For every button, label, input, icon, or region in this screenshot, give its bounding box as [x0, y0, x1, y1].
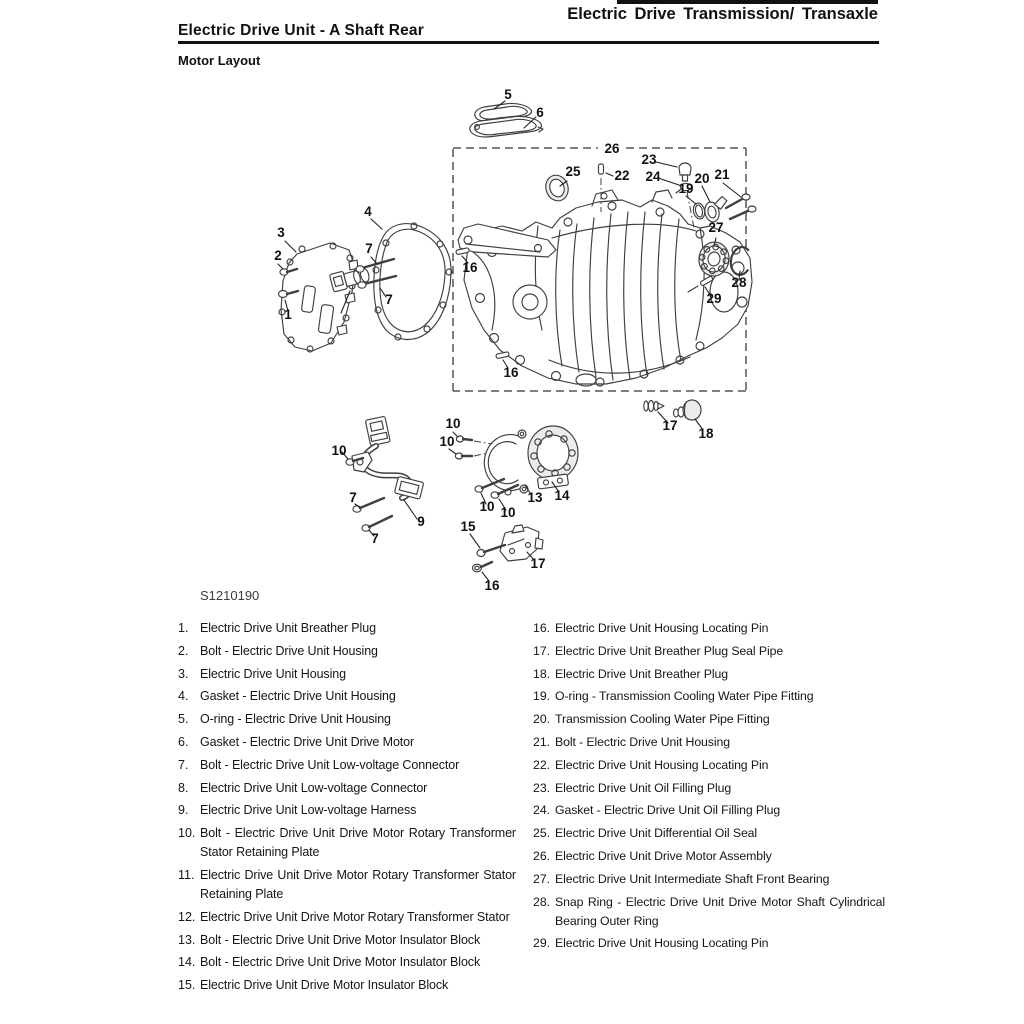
parts-item-number: 27.	[533, 871, 551, 886]
parts-list-item	[178, 619, 516, 638]
callout-3: 3	[277, 225, 285, 240]
callout-10: 10	[500, 505, 516, 520]
parts-item-number: 25.	[533, 826, 551, 841]
callout-2: 2	[274, 248, 282, 263]
parts-item-number: 15.	[178, 978, 196, 993]
parts-list-item	[533, 824, 885, 843]
parts-list-item	[533, 733, 885, 752]
parts-item-number: 7.	[178, 757, 189, 772]
callout-1: 1	[284, 307, 292, 322]
parts-item-number: 4.	[178, 689, 189, 704]
parts-list-item	[533, 619, 885, 638]
parts-list-item	[533, 934, 885, 953]
parts-item-label: Electric Drive Unit Breather Plug	[555, 666, 729, 681]
parts-list-item	[533, 665, 885, 684]
parts-item-label: Electric Drive Unit Low-voltage Harness	[200, 803, 417, 818]
callout-27: 27	[708, 220, 724, 235]
figure-subtitle: Motor Layout	[178, 53, 261, 68]
parts-item-label: O-ring - Electric Drive Unit Housing	[200, 712, 391, 727]
parts-item-number: 9.	[178, 803, 189, 818]
parts-item-label: Gasket - Electric Drive Unit Oil Filling Plug	[555, 803, 781, 818]
callout-17: 17	[530, 556, 546, 571]
callout-29: 29	[706, 291, 722, 306]
parts-item-label: Gasket - Electric Drive Unit Housing	[200, 689, 396, 704]
parts-item-label: Electric Drive Unit Drive Motor Rotary Transformer Stator	[200, 909, 510, 924]
callout-24: 24	[645, 169, 661, 184]
callout-28: 28	[731, 275, 747, 290]
parts-item-number: 11.	[178, 867, 195, 882]
parts-item-label: Gasket - Electric Drive Unit Drive Motor	[200, 734, 415, 749]
callout-16: 16	[462, 260, 478, 275]
o-ring-19	[692, 202, 706, 220]
parts-item-number: 1.	[178, 621, 189, 635]
parts-item-number: 19.	[533, 689, 551, 704]
parts-item-label: Bolt - Electric Drive Unit Housing	[200, 643, 378, 658]
parts-item-number: 5.	[178, 712, 189, 727]
parts-list-item	[533, 687, 885, 706]
parts-item-number: 20.	[533, 712, 551, 727]
callout-7: 7	[349, 490, 357, 505]
parts-list-item	[178, 779, 516, 798]
parts-list-item	[178, 733, 516, 752]
callout-4: 4	[364, 204, 372, 219]
parts-item-label: O-ring - Transmission Cooling Water Pipe Fitting	[555, 689, 814, 704]
parts-item-label: Electric Drive Unit Oil Filling Plug	[555, 780, 732, 795]
parts-list-item	[178, 931, 516, 950]
callout-26: 26	[604, 141, 620, 156]
parts-item-label: Electric Drive Unit Low-voltage Connector	[200, 780, 428, 795]
parts-item-label: Electric Drive Unit Breather Plug	[200, 621, 376, 635]
parts-item-label: Electric Drive Unit Differential Oil Seal	[555, 826, 758, 841]
parts-list-item	[533, 710, 885, 729]
parts-item-label: Transmission Cooling Water Pipe Fitting	[555, 712, 770, 727]
callout-21: 21	[714, 167, 730, 182]
parts-item-number: 14.	[178, 955, 196, 970]
parts-list-item	[178, 953, 516, 972]
parts-list-item	[178, 687, 516, 706]
callout-19: 19	[678, 181, 694, 196]
parts-list-item	[178, 756, 516, 775]
parts-item-label: Electric Drive Unit Housing Locating Pin	[555, 757, 769, 772]
parts-item-number: 16.	[533, 621, 551, 635]
parts-item-label: Electric Drive Unit Housing	[200, 666, 346, 681]
insulator-block-group	[470, 525, 546, 581]
callout-10: 10	[439, 434, 455, 449]
parts-item-number: 28.	[533, 894, 551, 909]
callout-10: 10	[479, 499, 495, 514]
parts-list-item	[533, 870, 885, 889]
parts-list-item	[178, 976, 516, 995]
parts-item-label: Electric Drive Unit Drive Motor Insulator Block	[200, 978, 449, 993]
callout-25: 25	[565, 164, 581, 179]
parts-item-number: 6.	[178, 734, 189, 749]
parts-item-number: 18.	[533, 666, 551, 681]
document-title: Electric Drive Transmission/ Transaxle	[567, 5, 878, 23]
parts-item-label: Bolt - Electric Drive Unit Drive Motor Rotary Transformer Stator Retaining Plate	[200, 826, 516, 860]
callout-20: 20	[694, 171, 710, 186]
parts-list-left-column	[178, 619, 516, 999]
parts-item-number: 23.	[533, 780, 551, 795]
callout-10: 10	[445, 416, 461, 431]
figure-id: S1210190	[200, 588, 260, 603]
callout-17: 17	[662, 418, 678, 433]
callout-14: 14	[554, 488, 570, 503]
parts-item-label: Bolt - Electric Drive Unit Housing	[555, 734, 730, 749]
parts-item-label: Electric Drive Unit Housing Locating Pin	[555, 936, 769, 951]
callout-23: 23	[641, 152, 657, 167]
parts-item-number: 26.	[533, 848, 551, 863]
parts-list-item	[533, 779, 885, 798]
callout-7: 7	[385, 292, 393, 307]
parts-list-item	[533, 756, 885, 775]
parts-list-item	[533, 801, 885, 820]
oil-filling-plug-23	[656, 162, 691, 181]
housing-cover-3	[279, 241, 358, 352]
parts-list-item	[178, 866, 516, 904]
parts-list-item	[178, 908, 516, 927]
stator-retaining-plate-group	[484, 430, 532, 496]
parts-list-item	[533, 847, 885, 866]
callout-18: 18	[698, 426, 714, 441]
parts-list-right-column	[533, 619, 885, 957]
parts-list-item	[178, 642, 516, 661]
parts-item-number: 17.	[533, 643, 551, 658]
parts-list-item	[178, 665, 516, 684]
parts-item-number: 10.	[178, 826, 196, 841]
parts-item-number: 21.	[533, 734, 551, 749]
callout-6: 6	[536, 105, 544, 120]
parts-item-label: Bolt - Electric Drive Unit Drive Motor Insulator Block	[200, 932, 481, 947]
parts-item-number: 29.	[533, 936, 551, 951]
parts-item-number: 3.	[178, 666, 189, 681]
parts-item-number: 24.	[533, 803, 551, 818]
parts-item-number: 13.	[178, 932, 196, 947]
callout-7: 7	[371, 531, 379, 546]
parts-list-item	[533, 893, 885, 931]
parts-item-label: Snap Ring - Electric Drive Unit Drive Motor Shaft Cylindrical Bearing Outer Ring	[555, 894, 885, 928]
callout-13: 13	[527, 490, 543, 505]
parts-item-label: Bolt - Electric Drive Unit Drive Motor Insulator Block	[200, 955, 481, 970]
parts-list-item	[178, 710, 516, 729]
callout-22: 22	[614, 168, 630, 183]
parts-item-label: Electric Drive Unit Drive Motor Rotary Transformer Stator Retaining Plate	[200, 867, 516, 901]
parts-item-number: 2.	[178, 643, 189, 658]
parts-item-label: Electric Drive Unit Breather Plug Seal Pipe	[555, 643, 784, 658]
parts-item-label: Bolt - Electric Drive Unit Low-voltage Connector	[200, 757, 460, 772]
parts-item-number: 8.	[178, 780, 189, 795]
callout-7: 7	[365, 241, 373, 256]
callout-15: 15	[460, 519, 476, 534]
parts-item-label: Electric Drive Unit Drive Motor Assembly	[555, 848, 772, 863]
callout-10: 10	[331, 443, 347, 458]
callout-16: 16	[503, 365, 519, 380]
parts-list-item	[178, 824, 516, 862]
rotary-transformer-stator	[528, 426, 578, 492]
parts-item-label: Electric Drive Unit Housing Locating Pin	[555, 621, 769, 635]
callout-16: 16	[484, 578, 500, 593]
parts-item-label: Electric Drive Unit Intermediate Shaft Front Bearing	[555, 871, 830, 886]
callout-9: 9	[417, 514, 425, 529]
bolt-21	[723, 183, 756, 219]
low-voltage-harness-9	[342, 416, 424, 536]
parts-item-number: 12.	[178, 909, 196, 924]
section-title: Electric Drive Unit - A Shaft Rear	[178, 22, 424, 39]
callout-5: 5	[504, 87, 512, 102]
parts-list-item	[178, 801, 516, 820]
parts-list-item	[533, 642, 885, 661]
parts-item-number: 22.	[533, 757, 551, 772]
